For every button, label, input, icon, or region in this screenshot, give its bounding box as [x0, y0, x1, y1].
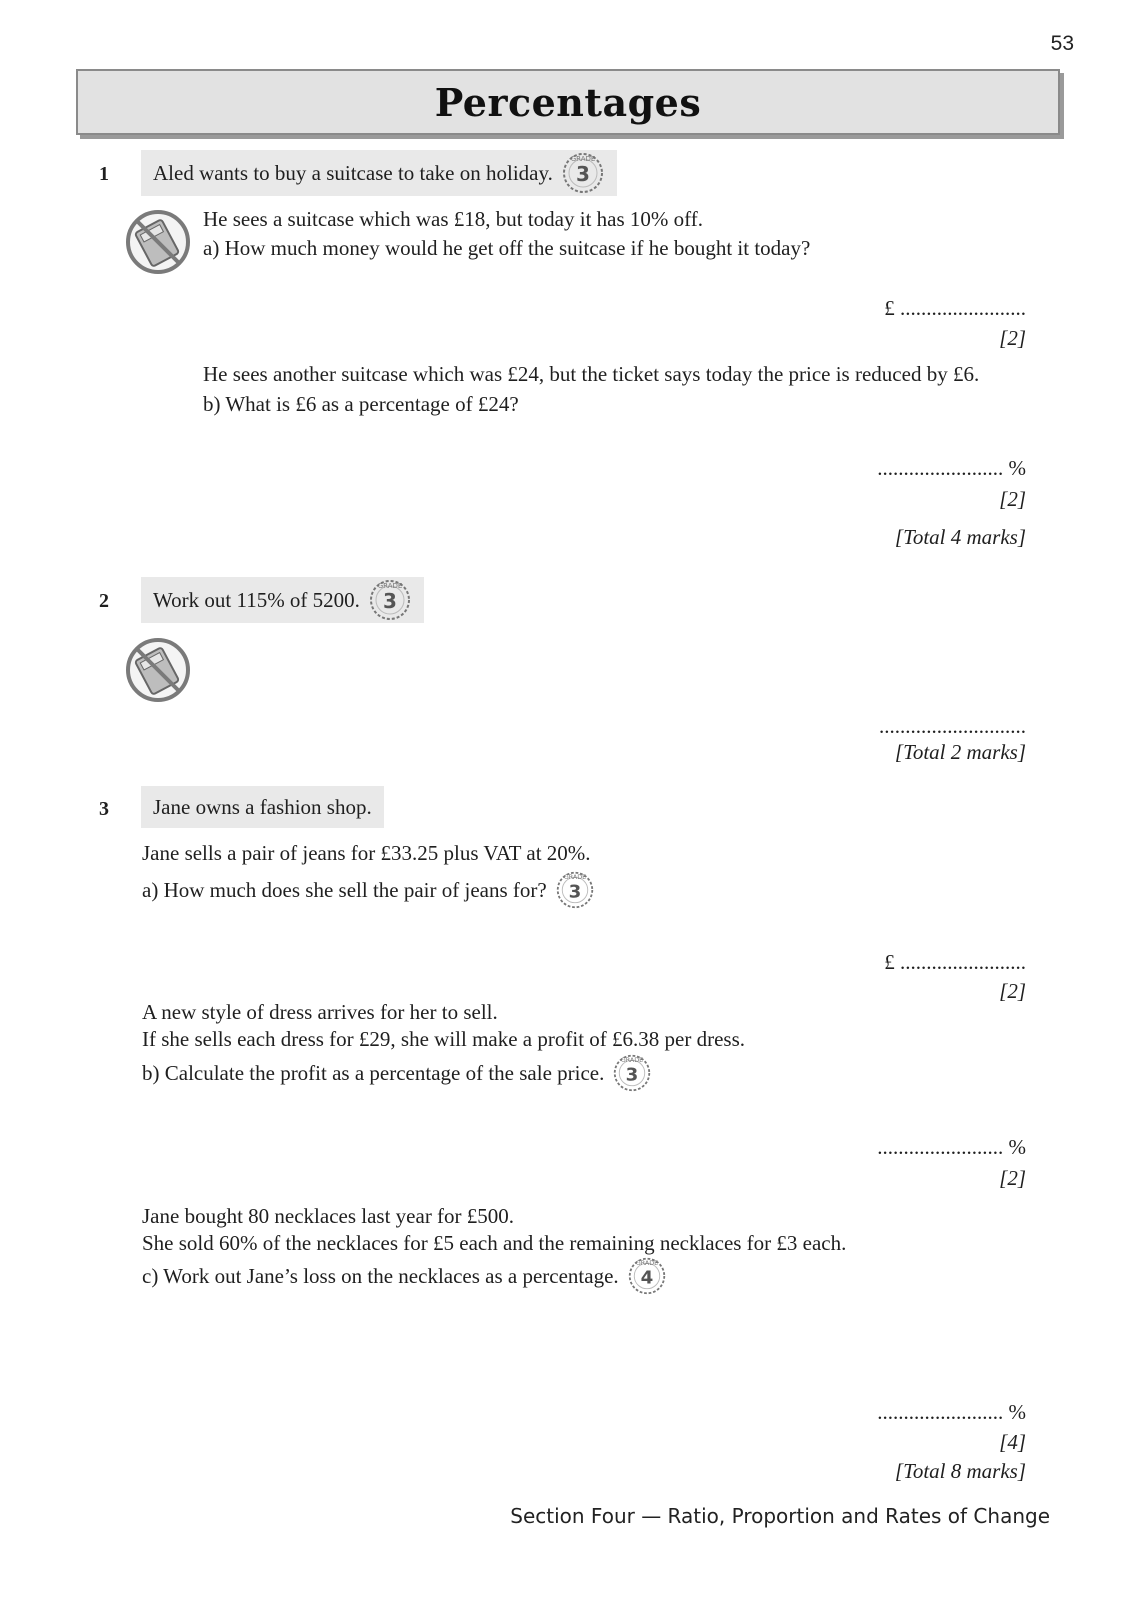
question-2-intro-box — [141, 577, 424, 623]
page-title: Percentages — [434, 79, 702, 125]
title-banner — [76, 69, 1060, 135]
no-calculator-icon — [124, 636, 192, 704]
svg-text:3: 3 — [568, 881, 582, 903]
grade-3-icon — [555, 870, 595, 910]
question-1-intro: Aled wants to buy a suitcase to take on holiday. — [153, 160, 553, 185]
question-3b-marks: [2] — [999, 1166, 1026, 1190]
svg-text:3: 3 — [626, 1064, 639, 1086]
svg-text:3: 3 — [382, 589, 397, 613]
question-1-text-1: He sees a suitcase which was £18, but today it has 10% off. — [203, 207, 704, 231]
question-3-number: 3 — [99, 798, 109, 820]
grade-3-icon — [612, 1053, 652, 1093]
svg-text:GRADE: GRADE — [570, 155, 596, 163]
no-calculator-icon — [124, 208, 192, 276]
question-1-total: [Total 4 marks] — [894, 525, 1026, 549]
question-3b-row — [142, 1053, 652, 1093]
question-3-total: [Total 8 marks] — [894, 1459, 1026, 1483]
question-3c-row — [142, 1256, 667, 1296]
question-3c-answer-line: ........................ % — [877, 1400, 1026, 1424]
question-3a-text: a) How much does she sell the pair of jeans for? — [142, 877, 547, 902]
question-3b-answer-line: ........................ % — [877, 1135, 1026, 1159]
svg-text:4: 4 — [640, 1267, 653, 1289]
question-1-text-2: He sees another suitcase which was £24, but the ticket says today the price is reduced by £6. — [203, 362, 980, 386]
grade-4-icon — [627, 1256, 667, 1296]
question-2-total: [Total 2 marks] — [894, 740, 1026, 764]
question-3-text-5: She sold 60% of the necklaces for £5 each and the remaining necklaces for £3 each. — [142, 1231, 847, 1255]
question-1b-text: b) What is £6 as a percentage of £24? — [203, 392, 519, 416]
question-3a-answer-line: £ ........................ — [884, 950, 1026, 974]
svg-text:GRADE: GRADE — [563, 874, 586, 882]
question-3-text-1: Jane sells a pair of jeans for £33.25 plus VAT at 20%. — [142, 841, 591, 865]
svg-text:GRADE: GRADE — [621, 1057, 644, 1065]
question-1-intro-box — [141, 150, 617, 196]
question-1a-answer-line: £ ........................ — [884, 296, 1026, 320]
svg-text:GRADE: GRADE — [377, 582, 403, 590]
question-2-number: 2 — [99, 590, 109, 612]
grade-3-icon — [368, 578, 412, 622]
question-2-intro: Work out 115% of 5200. — [153, 587, 360, 612]
question-2-answer-line: ............................ — [879, 714, 1026, 738]
question-3-intro-box — [141, 786, 384, 828]
svg-text:3: 3 — [575, 162, 590, 186]
question-3c-marks: [4] — [999, 1430, 1026, 1454]
question-1a-text: a) How much money would he get off the suitcase if he bought it today? — [203, 236, 811, 260]
question-3b-text: b) Calculate the profit as a percentage of the sale price. — [142, 1060, 605, 1085]
question-1a-marks: [2] — [999, 326, 1026, 350]
question-1b-marks: [2] — [999, 487, 1026, 511]
section-footer: Section Four — Ratio, Proportion and Rates of Change — [510, 1504, 1050, 1528]
question-3-intro: Jane owns a fashion shop. — [153, 794, 372, 819]
grade-3-icon — [561, 151, 605, 195]
question-3-text-2: A new style of dress arrives for her to sell. — [142, 1000, 498, 1024]
question-1-number: 1 — [99, 163, 109, 185]
question-3-text-3: If she sells each dress for £29, she will make a profit of £6.38 per dress. — [142, 1027, 746, 1051]
svg-text:GRADE: GRADE — [635, 1260, 658, 1268]
question-1b-answer-line: ........................ % — [877, 456, 1026, 480]
page-number: 53 — [1050, 32, 1074, 55]
question-3a-marks: [2] — [999, 979, 1026, 1003]
question-3c-text: c) Work out Jane’s loss on the necklaces as a percentage. — [142, 1263, 619, 1288]
question-3a-row — [142, 870, 595, 910]
question-3-text-4: Jane bought 80 necklaces last year for £500. — [142, 1204, 515, 1228]
